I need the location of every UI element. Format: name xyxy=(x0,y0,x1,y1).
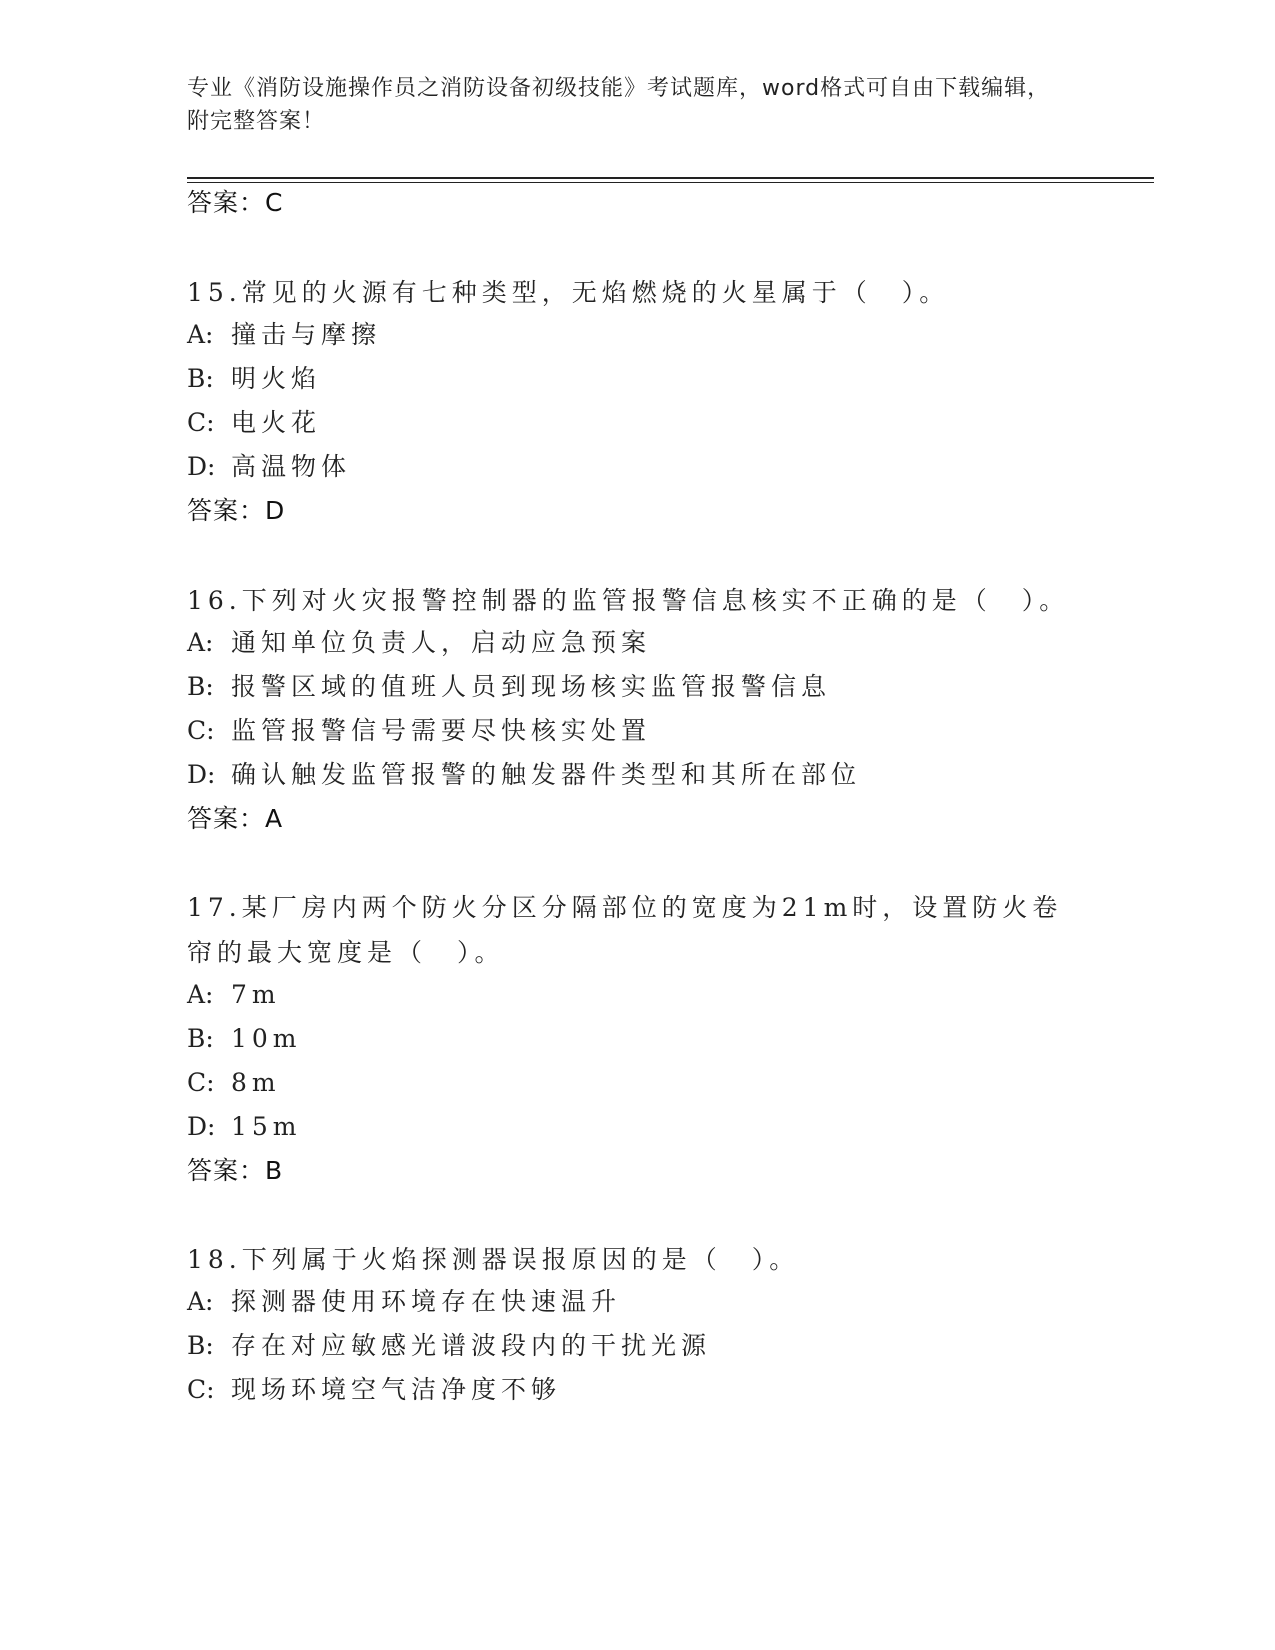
option-text: 现场环境空气洁净度不够 xyxy=(231,1375,562,1404)
option-letter: D: xyxy=(187,1112,216,1141)
document-header: 专业《消防设施操作员之消防设备初级技能》考试题库，word格式可自由下载编辑，附完整答案！ xyxy=(187,76,1051,134)
option-letter: A: xyxy=(187,320,214,349)
option-letter: C: xyxy=(187,1375,215,1404)
question-stem: 18.下列属于火焰探测器误报原因的是（ ）。 xyxy=(187,1245,800,1274)
question-stem: 16.下列对火灾报警控制器的监管报警信息核实不正确的是（ ）。 xyxy=(187,586,1070,615)
option-text: 明火焰 xyxy=(231,364,322,393)
option-a xyxy=(187,626,651,660)
answer-line: 答案：C xyxy=(187,188,284,217)
answer-line: 答案：A xyxy=(187,804,284,833)
option-text: 存在对应敏感光谱波段内的干扰光源 xyxy=(231,1331,712,1360)
option-letter: C: xyxy=(187,716,215,745)
option-text: 确认触发监管报警的触发器件类型和其所在部位 xyxy=(231,760,862,789)
option-a xyxy=(187,1285,621,1319)
option-letter: B: xyxy=(187,672,214,701)
option-d xyxy=(187,450,351,484)
option-b xyxy=(187,670,831,704)
option-letter: B: xyxy=(187,364,214,393)
option-a xyxy=(187,318,381,352)
option-b xyxy=(187,1329,711,1363)
option-letter: A: xyxy=(187,1287,214,1316)
option-d xyxy=(187,758,861,792)
option-text: 高温物体 xyxy=(231,452,352,481)
answer-line: 答案：D xyxy=(187,496,286,525)
option-letter: C: xyxy=(187,408,215,437)
option-text: 监管报警信号需要尽快核实处置 xyxy=(231,716,652,745)
option-c xyxy=(187,714,651,748)
option-letter: B: xyxy=(187,1331,214,1360)
answer-line: 答案：B xyxy=(187,1156,284,1185)
option-d xyxy=(187,1110,302,1144)
option-letter: A: xyxy=(187,980,214,1009)
question-stem: 15.常见的火源有七种类型，无焰燃烧的火星属于（ ）。 xyxy=(187,278,950,307)
question-stem: 17.某厂房内两个防火分区分隔部位的宽度为21m时，设置防火卷帘的最大宽度是（ ）。 xyxy=(187,893,1063,967)
option-text: 撞击与摩擦 xyxy=(231,320,382,349)
option-text: 探测器使用环境存在快速温升 xyxy=(231,1287,622,1316)
option-text: 报警区域的值班人员到现场核实监管报警信息 xyxy=(231,672,832,701)
option-text: 7m xyxy=(231,980,281,1009)
option-text: 10m xyxy=(231,1024,302,1053)
option-text: 15m xyxy=(231,1112,302,1141)
header-divider-thin xyxy=(187,182,1154,183)
option-c xyxy=(187,1066,281,1100)
option-b xyxy=(187,1022,302,1056)
option-letter: D: xyxy=(187,452,216,481)
option-a xyxy=(187,978,281,1012)
option-letter: C: xyxy=(187,1068,215,1097)
option-text: 通知单位负责人，启动应急预案 xyxy=(231,628,652,657)
option-c xyxy=(187,406,321,440)
option-letter: B: xyxy=(187,1024,214,1053)
option-b xyxy=(187,362,321,396)
option-text: 8m xyxy=(231,1068,281,1097)
header-divider xyxy=(187,177,1154,179)
option-c xyxy=(187,1373,561,1407)
option-letter: D: xyxy=(187,760,216,789)
option-letter: A: xyxy=(187,628,214,657)
option-text: 电火花 xyxy=(231,408,322,437)
